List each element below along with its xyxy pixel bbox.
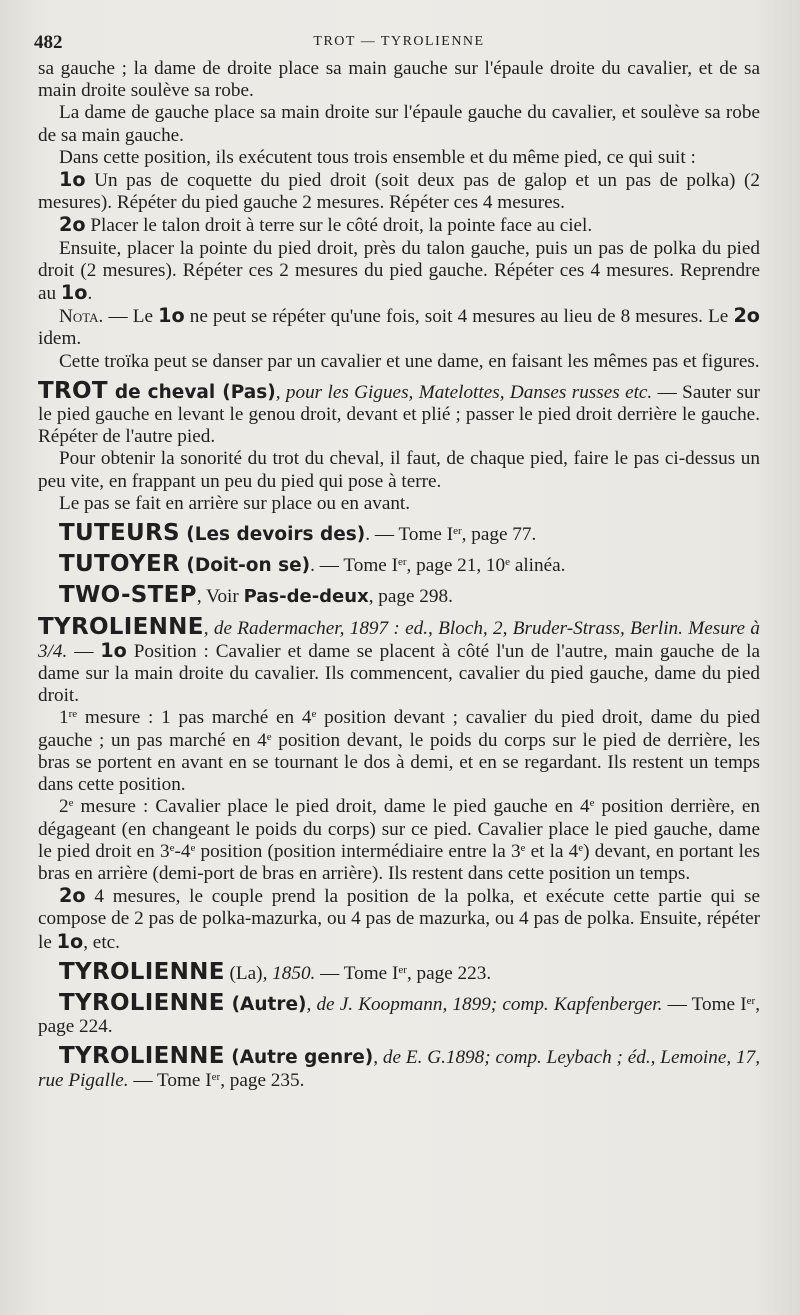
text: — Le: [103, 306, 159, 328]
headword: TYROLIENNE: [59, 1043, 225, 1070]
step-number: 2o: [59, 884, 86, 908]
step-number: 1o: [60, 281, 88, 305]
text: Position : Cavalier et dame se placent à côté l'un de l'autre, main gauche de la dame sur la main droite du cavalier. Ils commencent, cavalier du pied gauche, dame du pied droit.: [38, 640, 761, 707]
text: , page 77.: [461, 524, 537, 546]
text: 1: [59, 707, 69, 729]
superscript: e: [520, 841, 526, 854]
body-text: [38, 58, 760, 1092]
page-number: 482: [34, 32, 63, 53]
text: , page 235.: [220, 1069, 305, 1091]
nota-label: Nota.: [59, 306, 104, 328]
superscript: re: [68, 708, 78, 721]
entry-tutoyer: [38, 553, 760, 577]
entry-trot: [38, 377, 760, 515]
entry-italic: , pour les Gigues, Matelottes, Danses russes etc.: [275, 381, 653, 403]
superscript: e: [68, 797, 74, 810]
entry-tuteurs: [38, 522, 760, 546]
step-number: 2o: [733, 304, 760, 328]
text: position derrière, en dégageant (en changeant le poids du corps) sur ce pied. Cavalier place le pied gauche, dame le pied droit en 3: [38, 796, 761, 862]
entry-italic: , de E. G.1898; comp. Leybach ; éd., Lemoine, 17, rue Pigalle.: [38, 1047, 760, 1091]
running-head: TROT — TYROLIENNE: [313, 34, 485, 49]
headword: TYROLIENNE: [59, 989, 225, 1016]
entry-tyrolienne-la: [38, 958, 760, 985]
superscript: er: [746, 994, 756, 1007]
text: — Tome I: [128, 1069, 212, 1091]
superscript: e: [589, 797, 595, 810]
superscript: e: [190, 841, 196, 854]
text: . — Tome I: [365, 524, 454, 546]
superscript: e: [169, 841, 175, 854]
text: alinéa.: [510, 555, 566, 577]
entry-paragraph: [38, 522, 760, 546]
text: , Voir: [196, 586, 244, 608]
step-number: 2o: [59, 213, 86, 237]
text: — Tome I: [662, 993, 747, 1015]
paragraph: [38, 169, 760, 214]
entry-italic: , de Radermacher, 1897 : ed., Bloch, 2, Bruder-Strass, Berlin. Mesure à 3/4.: [38, 617, 760, 662]
text: . — Tome I: [310, 555, 398, 577]
headword: TYROLIENNE: [38, 613, 204, 640]
entry-italic: , de J. Koopmann, 1899; comp. Kapfenberger.: [306, 993, 663, 1015]
text: Ensuite, placer la pointe du pied droit, près du talon gauche, puis un pas de polka du pied droit (2 mesures). Répéter ces 2 mesures du pied gauche. Répéter ces 4 mesures. Reprendre au: [38, 237, 760, 305]
paragraph: Pour obtenir la sonorité du trot du cheval, il faut, de chaque pied, faire le pas ci-dessus un peu vite, en frappant un peu du pied qui pose à terre.: [38, 448, 760, 492]
text: mesure : 1 pas marché en 4: [77, 707, 312, 729]
headword-sub: (Autre): [224, 993, 307, 1015]
text: -4: [174, 840, 191, 862]
entry-two-step: [38, 584, 760, 608]
entry-paragraph: [38, 1045, 760, 1091]
headword: TYROLIENNE: [59, 958, 225, 985]
superscript: er: [398, 963, 407, 976]
entry-paragraph: [38, 377, 760, 449]
page-header: [34, 30, 760, 58]
superscript: er: [211, 1070, 221, 1083]
text: ne peut se répéter qu'une fois, soit 4 mesures au lieu de 8 mesures. Le: [184, 306, 734, 328]
headword-sub: (La): [224, 962, 263, 984]
headword: TUTOYER: [59, 551, 180, 578]
headword-sub: (Autre genre): [224, 1047, 374, 1069]
paragraph: [38, 707, 760, 796]
step-number: 1o: [158, 304, 185, 328]
step-text: Un pas de coquette du pied droit (soit deux pas de galop et un pas de polka) (2 mesures). Répéter du pied gauche 2 mesures. Répéter ces 4 mesures.: [38, 170, 760, 214]
text: 2: [59, 796, 69, 818]
text: et la 4: [525, 840, 579, 862]
superscript: e: [578, 841, 584, 854]
text: ) devant, en portant les bras en arrière (demi-port de bras en arrière). Ils restent dans cette position un temps.: [38, 840, 761, 884]
paragraph: Le pas se fait en arrière sur place ou en avant.: [59, 492, 411, 514]
paragraph: [38, 885, 760, 954]
text: .: [87, 283, 93, 305]
text: , page 224.: [38, 993, 760, 1038]
superscript: er: [453, 525, 462, 538]
text: — Tome I: [315, 962, 399, 984]
headword-sub: (Les devoirs des): [179, 524, 366, 546]
entry-tyrolienne-autre-genre: [38, 1045, 760, 1091]
headword-sub: de cheval (Pas): [107, 381, 276, 403]
entry-italic: , 1850.: [262, 962, 316, 984]
text: , etc.: [83, 931, 120, 953]
text: —: [67, 640, 101, 662]
step-number: 1o: [56, 929, 84, 953]
step-text: Placer le talon droit à terre sur le côté droit, la pointe face au ciel.: [85, 215, 593, 237]
paragraph: Dans cette position, ils exécutent tous trois ensemble et du même pied, ce qui suit :: [59, 146, 696, 168]
text: position (position intermédiaire entre la 3: [195, 840, 521, 862]
text: idem.: [38, 328, 82, 350]
text: mesure : Cavalier place le pied droit, dame le pied gauche en 4: [73, 796, 590, 818]
entry-tyrolienne: [38, 613, 761, 954]
cross-reference: Pas-de-deux: [243, 586, 369, 608]
headword: TUTEURS: [59, 520, 180, 547]
entry-paragraph: [38, 553, 760, 577]
entry-paragraph: [38, 613, 761, 708]
headword: TWO-STEP: [59, 582, 197, 609]
paragraph: [38, 238, 760, 306]
paragraph: La dame de gauche place sa main droite sur l'épaule gauche du cavalier, et soulève sa robe de sa main gauche.: [38, 102, 760, 146]
nota-paragraph: [38, 305, 760, 350]
text: , page 21, 10: [406, 555, 506, 577]
superscript: e: [311, 708, 317, 721]
text: position devant ; cavalier du pied droit, dame du pied gauche ; un pas marché en 4: [38, 707, 760, 751]
headword: TROT: [38, 377, 108, 404]
superscript: e: [266, 730, 272, 743]
superscript: er: [397, 556, 407, 569]
paragraph: [38, 796, 760, 885]
entry-paragraph: [38, 958, 760, 985]
superscript: e: [505, 556, 511, 569]
text: 4 mesures, le couple prend la position de la polka, et exécute cette partie qui se compose de 2 pas de polka-mazurka, ou 4 pas de mazurka, ou 4 pas de polka. Ensuite, répéter le: [38, 886, 760, 953]
entry-tyrolienne-autre: [38, 989, 760, 1038]
paragraph: Cette troïka peut se danser par un cavalier et une dame, en faisant les mêmes pas et figures.: [59, 350, 760, 372]
text: , page 223.: [406, 962, 492, 984]
paragraph: sa gauche ; la dame de droite place sa main gauche sur l'épaule droite du cavalier, et de sa main droite soulève sa robe.: [38, 58, 760, 102]
text: — Sauter sur le pied gauche en levant le genou droit, devant et plié ; passer le pied droit derrière le gauche. Répéter de l'autre pied.: [38, 381, 760, 448]
step-number: 1o: [59, 168, 86, 192]
text: , page 298.: [368, 586, 453, 608]
entry-paragraph: [38, 989, 760, 1038]
paragraph: [38, 214, 760, 237]
entry-paragraph: [38, 584, 760, 608]
text: position devant, le poids du corps sur le pied de derrière, les bras se portent en avant en se tournant le dos à demi, et en se regardant. Ils restent un temps dans cette position.: [38, 729, 760, 796]
headword-sub: (Doit-on se): [179, 555, 311, 577]
step-number: 1o: [100, 638, 127, 662]
